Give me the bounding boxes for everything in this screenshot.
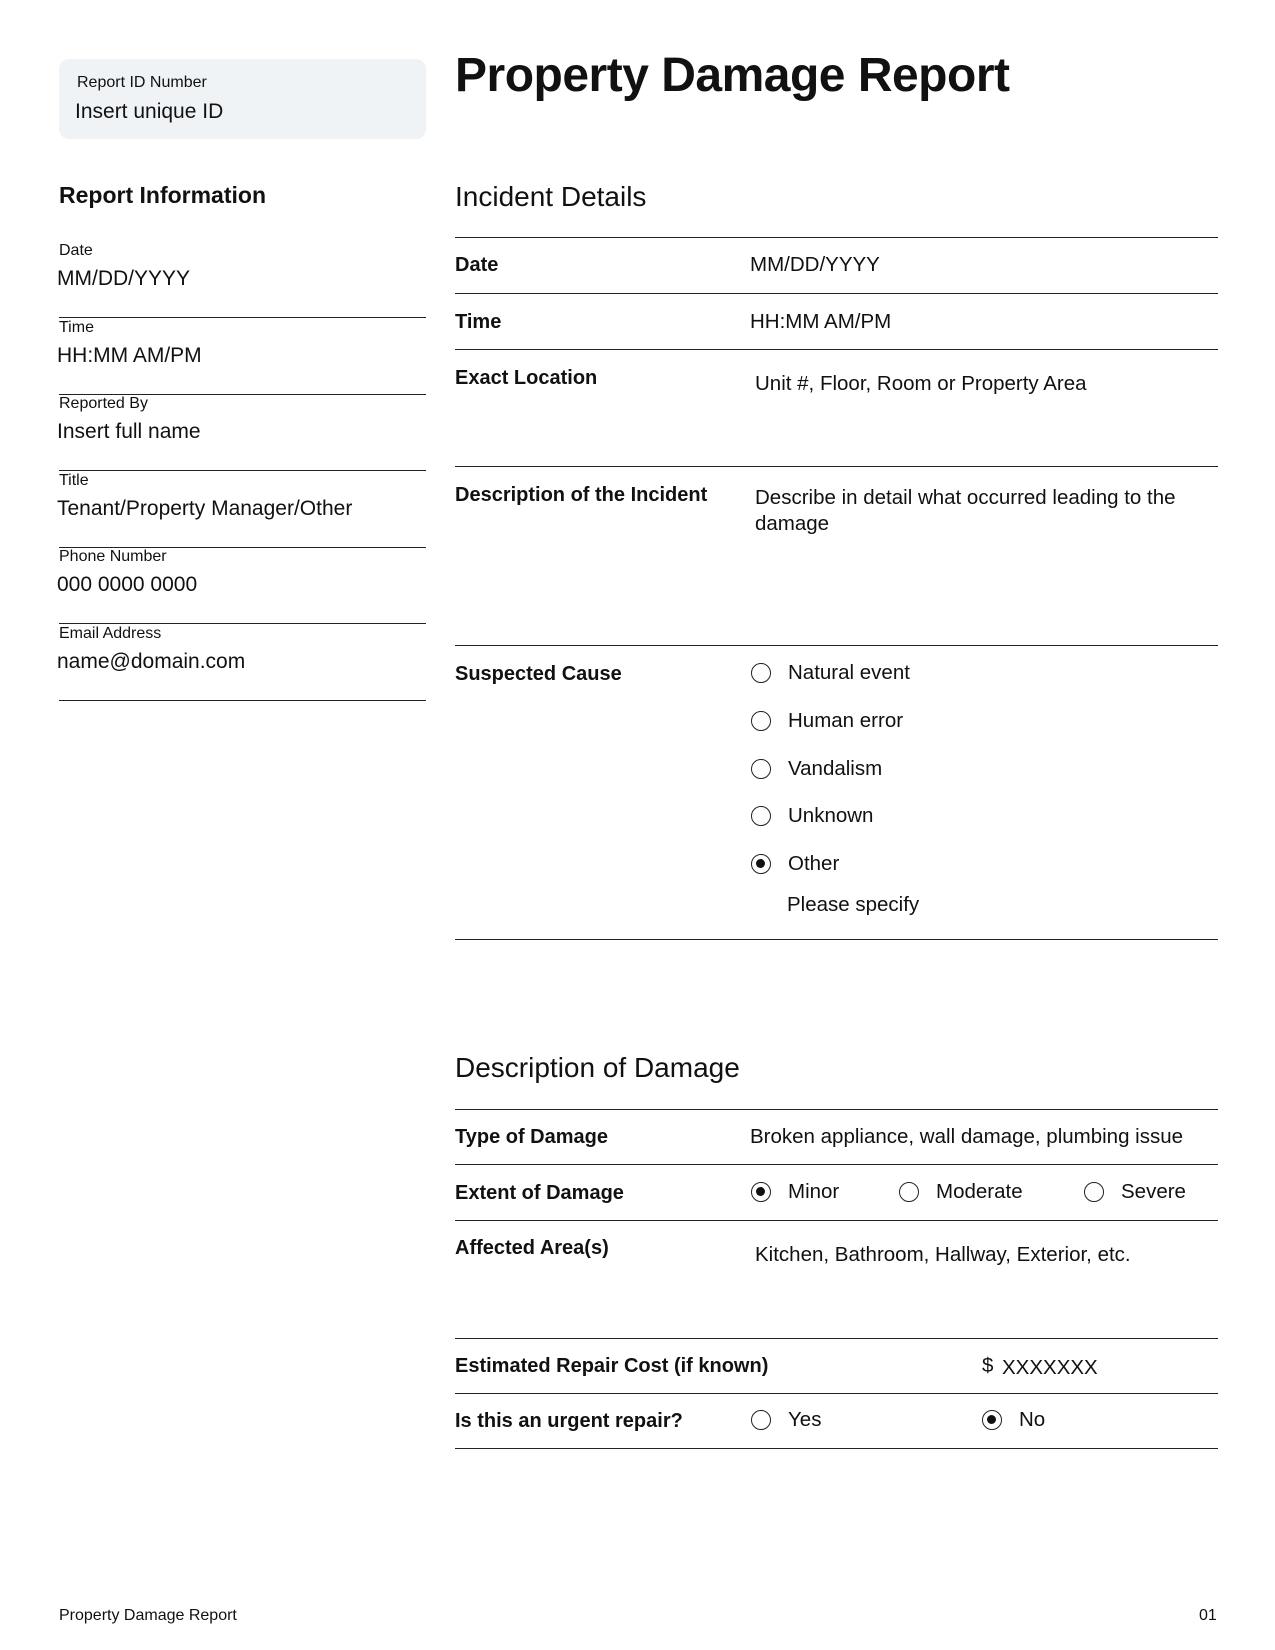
- field-label: Email Address: [59, 624, 162, 642]
- other-specify-input[interactable]: Please specify: [787, 893, 920, 916]
- divider: [455, 939, 1218, 940]
- report-id-box[interactable]: [59, 59, 426, 139]
- description-label: Description of the Incident: [455, 484, 708, 506]
- field-input[interactable]: Tenant/Property Manager/Other: [57, 496, 353, 520]
- cost-label: Estimated Repair Cost (if known): [455, 1355, 769, 1377]
- divider: [455, 237, 1218, 238]
- footer-title: Property Damage Report: [59, 1607, 237, 1624]
- radio-label[interactable]: Minor: [788, 1180, 840, 1203]
- field-label: Date: [59, 242, 93, 259]
- damage-type-input[interactable]: Broken appliance, wall damage, plumbing issue: [750, 1125, 1184, 1148]
- report-info-field[interactable]: [59, 472, 426, 548]
- divider: [455, 1448, 1218, 1449]
- divider: [455, 1164, 1218, 1165]
- field-input[interactable]: Insert full name: [57, 420, 201, 443]
- radio-button[interactable]: [751, 854, 771, 874]
- cause-label: Suspected Cause: [455, 663, 622, 685]
- radio-button[interactable]: [751, 1410, 771, 1430]
- radio-label[interactable]: Unknown: [788, 804, 874, 828]
- radio-label[interactable]: Severe: [1121, 1180, 1186, 1203]
- divider: [455, 466, 1218, 467]
- areas-input[interactable]: Kitchen, Bathroom, Hallway, Exterior, etc.: [755, 1243, 1131, 1266]
- radio-button[interactable]: [899, 1182, 919, 1202]
- field-input[interactable]: 000 0000 0000: [57, 573, 198, 596]
- divider: [455, 1220, 1218, 1221]
- divider: [455, 293, 1218, 294]
- report-id-label: Report ID Number: [77, 74, 207, 91]
- radio-button[interactable]: [751, 806, 771, 826]
- incident-time-label: Time: [455, 311, 502, 333]
- report-info-field[interactable]: [59, 319, 426, 395]
- incident-time-input[interactable]: HH:MM AM/PM: [750, 310, 892, 333]
- field-input[interactable]: MM/DD/YYYY: [57, 267, 191, 290]
- cost-input[interactable]: XXXXXXX: [1002, 1356, 1098, 1379]
- page-title: Property Damage Report: [455, 49, 1010, 102]
- radio-button[interactable]: [982, 1410, 1002, 1430]
- radio-label[interactable]: Vandalism: [788, 756, 883, 780]
- radio-label[interactable]: No: [1019, 1408, 1046, 1431]
- location-label: Exact Location: [455, 367, 598, 389]
- field-input[interactable]: name@domain.com: [57, 649, 246, 673]
- field-label: Title: [59, 471, 89, 489]
- report-info-field[interactable]: [59, 548, 426, 624]
- incident-heading: Incident Details: [455, 181, 647, 212]
- extent-label: Extent of Damage: [455, 1182, 624, 1204]
- description-input[interactable]: Describe in detail what occurred leading to the damage: [755, 486, 1176, 535]
- divider: [455, 349, 1218, 350]
- areas-label: Affected Area(s): [455, 1237, 609, 1259]
- divider: [455, 1109, 1218, 1110]
- report-info-heading: Report Information: [59, 182, 266, 208]
- incident-date-input[interactable]: MM/DD/YYYY: [750, 253, 880, 276]
- page-number: 01: [1199, 1607, 1217, 1624]
- divider: [455, 645, 1218, 646]
- damage-heading: Description of Damage: [455, 1052, 740, 1083]
- radio-button[interactable]: [1084, 1182, 1104, 1202]
- report-info-field[interactable]: [59, 395, 426, 471]
- radio-label[interactable]: Natural event: [788, 661, 910, 684]
- damage-type-label: Type of Damage: [455, 1126, 608, 1148]
- radio-label[interactable]: Moderate: [936, 1180, 1023, 1203]
- field-label: Time: [59, 318, 94, 336]
- incident-date-label: Date: [455, 254, 499, 276]
- field-input[interactable]: HH:MM AM/PM: [57, 343, 202, 367]
- currency-symbol: $: [982, 1354, 994, 1377]
- radio-button[interactable]: [751, 1182, 771, 1202]
- divider: [455, 1393, 1218, 1394]
- report-info-field[interactable]: [59, 242, 426, 318]
- urgent-label: Is this an urgent repair?: [455, 1410, 683, 1432]
- radio-label[interactable]: Human error: [788, 708, 904, 732]
- radio-button[interactable]: [751, 711, 771, 731]
- field-label: Reported By: [59, 395, 148, 412]
- radio-button[interactable]: [751, 663, 771, 683]
- location-input[interactable]: Unit #, Floor, Room or Property Area: [755, 372, 1087, 395]
- radio-button[interactable]: [751, 759, 771, 779]
- report-id-input[interactable]: Insert unique ID: [75, 100, 224, 123]
- field-label: Phone Number: [59, 548, 167, 565]
- divider: [455, 1338, 1218, 1339]
- report-info-field[interactable]: [59, 625, 426, 701]
- radio-label[interactable]: Yes: [788, 1408, 822, 1431]
- radio-label[interactable]: Other: [788, 852, 840, 876]
